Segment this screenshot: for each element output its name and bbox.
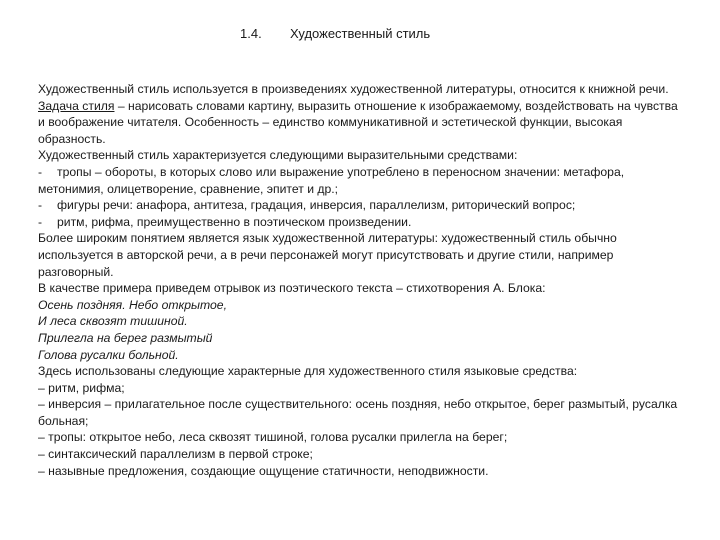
literary-language-paragraph: Более широким понятием является язык художественной литературы: художественный стиль обычно используется в авторской речи, а в речи персонажей могут присутствовать и другие стили, например разговорный. (38, 231, 617, 279)
means-dash: - (38, 164, 43, 179)
feature-item: – тропы: открытое небо, леса сквозят тишиной, голова русалки прилегла на берег; (38, 430, 508, 445)
poem-line: Голова русалки больной. (38, 347, 179, 362)
section-number: 1.4. (240, 26, 262, 41)
means-text: ритм, рифма, преимущественно в поэтическом произведении. (57, 214, 412, 229)
means-text: фигуры речи: анафора, антитеза, градация, инверсия, параллелизм, риторический вопрос; (57, 198, 576, 213)
feature-item: – ритм, рифма; (38, 380, 125, 395)
feature-item: – инверсия – прилагательное после существительного: осень поздняя, небо открытое, берег размытый, русалка больная; (38, 397, 678, 428)
intro-paragraph: Художественный стиль используется в произведениях художественной литературы, относится к книжной речи. (38, 82, 669, 96)
means-dash: - (38, 214, 43, 229)
section-title: Художественный стиль (290, 26, 431, 41)
means-item (38, 164, 680, 197)
poem-line: Прилегла на берег размытый (38, 330, 213, 345)
task-label: Задача стиля (38, 98, 115, 113)
means-text: тропы – обороты, в которых слово или выражение употреблено в переносном значении: метафора, метонимия, олицетворение, сравнение, эпитет и др.; (38, 164, 625, 196)
means-item (38, 214, 680, 231)
means-intro-paragraph: Художественный стиль характеризуется следующими выразительными средствами: (38, 148, 518, 163)
features-intro-paragraph: Здесь использованы следующие характерные для художественного стиля языковые средства: (38, 364, 578, 379)
feature-item: – назывные предложения, создающие ощущение статичности, неподвижности. (38, 463, 489, 478)
task-text: – нарисовать словами картину, выразить отношение к изображаемому, воздействовать на чувства и воображение читателя. Особенность – единство коммуникативной и эстетической функции, высокая образность. (38, 98, 678, 146)
example-intro-paragraph: В качестве примера приведем отрывок из поэтического текста – стихотворения А. Блока: (38, 281, 546, 296)
feature-item: – синтаксический параллелизм в первой строке; (38, 447, 313, 462)
poem-line: Осень поздняя. Небо открытое, (38, 297, 227, 312)
body-text (38, 81, 680, 479)
means-item (38, 197, 680, 214)
task-paragraph (38, 98, 680, 148)
section-heading (0, 26, 720, 46)
means-dash: - (38, 198, 43, 213)
poem-line: И леса сквозят тишиной. (38, 314, 188, 329)
